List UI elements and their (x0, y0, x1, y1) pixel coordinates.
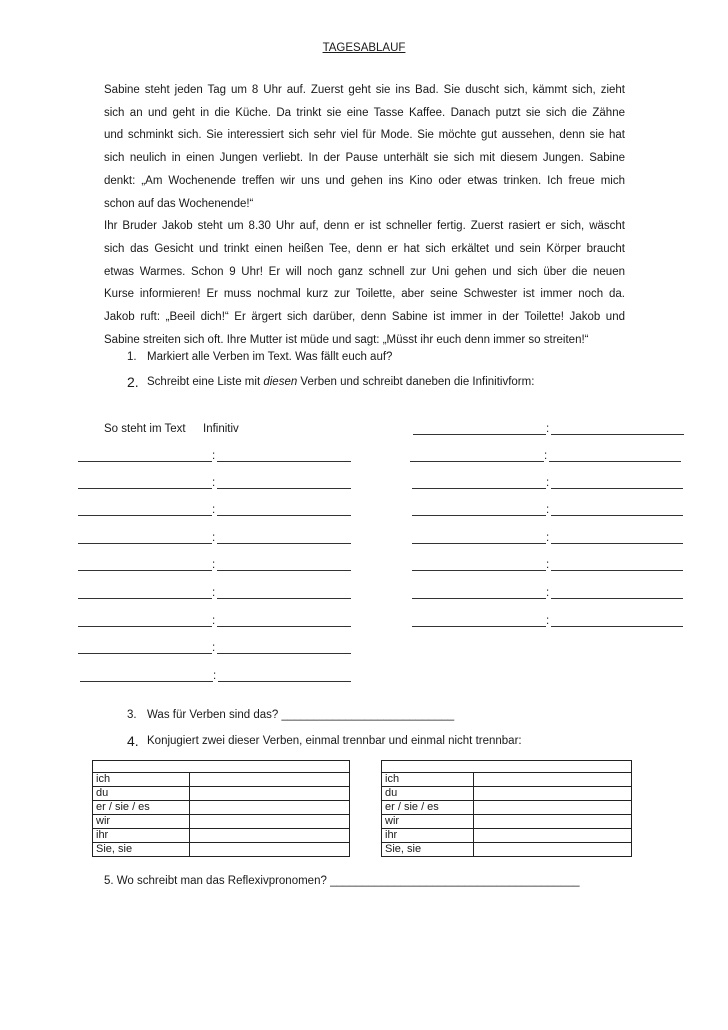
answer-separator: : (546, 615, 550, 627)
story-line: schon auf das Wochenende!“ (104, 197, 254, 210)
task-number: 1. (127, 351, 137, 363)
task-text[interactable]: Was für Verben sind das? ___________________________ (147, 709, 455, 721)
pronoun-cell: ich (382, 773, 474, 787)
task-number: 3. (127, 709, 137, 721)
answer-line-text-form[interactable] (78, 598, 212, 599)
pronoun-cell: ihr (382, 829, 474, 843)
conjugation-table-right (381, 760, 632, 857)
answer-line-text-form[interactable] (78, 626, 212, 627)
answer-separator: : (546, 532, 550, 544)
task-5[interactable]: 5. Wo schreibt man das Reflexivpronomen? _______________________________________ (104, 875, 580, 887)
answer-separator: : (546, 477, 550, 489)
list-header-infinitive-column: Infinitiv (203, 423, 239, 435)
answer-separator: : (212, 559, 216, 571)
pronoun-cell: wir (93, 815, 190, 829)
story-line: und schminkt sich. Sie interessiert sich sehr viel für Mode. Sie möchte gut aussehen, denn sie hat (104, 129, 625, 142)
answer-cell[interactable] (474, 801, 632, 815)
answer-line-infinitive[interactable] (549, 461, 681, 462)
task-number: 2. (127, 374, 139, 390)
answer-line-text-form[interactable] (78, 488, 212, 489)
answer-line-text-form[interactable] (78, 653, 212, 654)
answer-separator: : (212, 450, 216, 462)
task-text: Schreibt eine Liste mit diesen Verben und schreibt daneben die Infinitivform: (147, 376, 535, 388)
answer-separator: : (546, 504, 550, 516)
answer-cell[interactable] (190, 787, 350, 801)
story-line: Kurse informieren! Er muss nochmal kurz zur Toilette, aber seine Schwester ist immer noch da. (104, 288, 625, 301)
answer-line-text-form[interactable] (78, 543, 212, 544)
table-header-cell[interactable] (382, 761, 632, 773)
pronoun-cell: du (382, 787, 474, 801)
pronoun-cell: er / sie / es (382, 801, 474, 815)
answer-separator: : (544, 450, 548, 462)
answer-separator: : (546, 587, 550, 599)
table-header-cell[interactable] (93, 761, 350, 773)
answer-separator: : (212, 615, 216, 627)
pronoun-cell: er / sie / es (93, 801, 190, 815)
story-line: sich das Gesicht und trinkt einen heißen Tee, denn er hat sich erkältet und sein Körper braucht (104, 242, 625, 255)
answer-line-text-form[interactable] (78, 461, 212, 462)
answer-cell[interactable] (190, 829, 350, 843)
answer-separator: : (212, 587, 216, 599)
story-line: Jakob ruft: „Beeil dich!“ Er ärgert sich darüber, denn Sabine ist immer in der Toilette! Jakob und (104, 311, 625, 324)
answer-line-text-form[interactable] (412, 488, 546, 489)
answer-separator: : (212, 642, 216, 654)
answer-line-infinitive[interactable] (217, 543, 351, 544)
answer-line-text-form[interactable] (412, 598, 546, 599)
answer-separator: : (212, 477, 216, 489)
story-line: Ihr Bruder Jakob steht um 8.30 Uhr auf, denn er ist schneller fertig. Zuerst rasiert er sich, wäscht (104, 220, 625, 233)
answer-line-infinitive[interactable] (551, 515, 683, 516)
story-line: denkt: „Am Wochenende treffen wir uns und gehen ins Kino oder etwas trinken. Ich freue mich (104, 174, 625, 187)
pronoun-cell: ihr (93, 829, 190, 843)
pronoun-cell: Sie, sie (382, 843, 474, 857)
answer-cell[interactable] (190, 815, 350, 829)
answer-cell[interactable] (474, 829, 632, 843)
answer-cell[interactable] (474, 773, 632, 787)
answer-line-infinitive[interactable] (217, 653, 351, 654)
answer-line-text-form[interactable] (78, 515, 212, 516)
answer-cell[interactable] (474, 843, 632, 857)
answer-separator: : (546, 559, 550, 571)
task-text: Konjugiert zwei dieser Verben, einmal trennbar und einmal nicht trennbar: (147, 735, 522, 747)
conjugation-table-left (92, 760, 350, 857)
answer-line-infinitive[interactable] (217, 570, 351, 571)
answer-separator: : (212, 532, 216, 544)
answer-line-infinitive[interactable] (217, 488, 351, 489)
answer-line-infinitive[interactable] (551, 488, 683, 489)
answer-cell[interactable] (190, 843, 350, 857)
answer-line-text-form[interactable] (412, 543, 546, 544)
story-line: sich neulich in einen Jungen verliebt. In der Pause unterhält sie sich mit diesem Jungen. Sabine (104, 152, 625, 165)
answer-line-infinitive[interactable] (217, 461, 351, 462)
answer-line-text-form[interactable] (78, 570, 212, 571)
answer-line-infinitive[interactable] (217, 626, 351, 627)
list-header-text-column: So steht im Text (104, 423, 186, 435)
pronoun-cell: ich (93, 773, 190, 787)
answer-separator: : (212, 504, 216, 516)
pronoun-cell: du (93, 787, 190, 801)
answer-line-text-form[interactable] (412, 570, 546, 571)
answer-cell[interactable] (474, 815, 632, 829)
worksheet-title: TAGESABLAUF (322, 42, 406, 54)
story-line: Sabine steht jeden Tag um 8 Uhr auf. Zuerst geht sie ins Bad. Sie duscht sich, kämmt sich, zieht (104, 84, 625, 96)
answer-line-text-form[interactable] (80, 681, 213, 682)
answer-cell[interactable] (190, 801, 350, 815)
answer-line-infinitive[interactable] (551, 543, 683, 544)
answer-cell[interactable] (474, 787, 632, 801)
answer-line-text-form[interactable] (412, 515, 546, 516)
task-text: Markiert alle Verben im Text. Was fällt euch auf? (147, 351, 393, 363)
answer-line-infinitive[interactable] (217, 515, 351, 516)
pronoun-cell: Sie, sie (93, 843, 190, 857)
story-paragraph (104, 79, 625, 351)
story-line: Sabine streiten sich oft. Ihre Mutter ist müde und sagt: „Müsst ihr euch denn immer so streiten!“ (104, 333, 589, 346)
answer-cell[interactable] (190, 773, 350, 787)
task-number: 4. (127, 733, 139, 749)
pronoun-cell: wir (382, 815, 474, 829)
answer-line-infinitive[interactable] (551, 434, 684, 435)
answer-line-text-form[interactable] (413, 434, 546, 435)
answer-line-infinitive[interactable] (551, 598, 683, 599)
story-line: etwas Warmes. Schon 9 Uhr! Er will noch ganz schnell zur Uni gehen und sich über die neuen (104, 265, 625, 278)
answer-line-text-form[interactable] (412, 626, 546, 627)
answer-line-text-form[interactable] (410, 461, 544, 462)
answer-line-infinitive[interactable] (551, 626, 683, 627)
answer-line-infinitive[interactable] (217, 598, 351, 599)
answer-line-infinitive[interactable] (551, 570, 683, 571)
answer-separator: : (546, 423, 550, 435)
answer-separator: : (213, 670, 217, 682)
answer-line-infinitive[interactable] (218, 681, 351, 682)
story-line: sich an und geht in die Küche. Da trinkt sie eine Tasse Kaffee. Danach putzt sie sich die Zähne (104, 106, 625, 119)
